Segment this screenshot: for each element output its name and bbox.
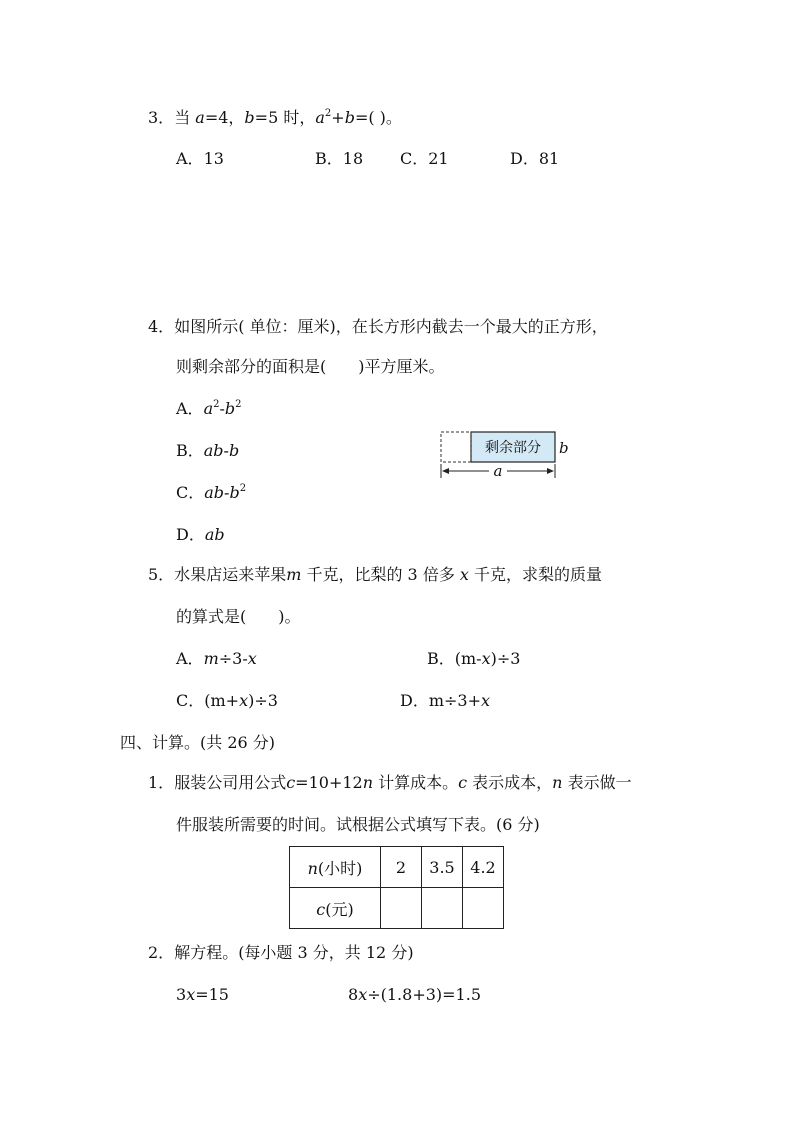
side-label-b: b — [559, 439, 569, 457]
question-3-option-d[interactable]: D．81 — [510, 149, 560, 168]
cost-table — [289, 846, 504, 929]
question-5-option-a[interactable]: A．m÷3-x — [176, 649, 257, 668]
remaining-region-label: 剩余部分 — [485, 440, 541, 456]
question-5-stem-line1: 5．水果店运来苹果m 千克，比梨的 3 倍多 x 千克，求梨的质量 — [148, 565, 603, 584]
question-4-stem-line1: 4．如图所示( 单位：厘米)，在长方形内截去一个最大的正方形， — [148, 317, 608, 336]
answer-cell[interactable] — [463, 888, 504, 929]
question-5-option-b[interactable]: B．(m-x)÷3 — [427, 649, 521, 668]
question-4-option-b[interactable]: B．ab-b — [176, 441, 240, 460]
table-cell: 2 — [381, 847, 422, 888]
question-number: 5． — [148, 565, 175, 584]
equation-1: 3x=15 — [176, 985, 229, 1004]
equation-2: 8x÷(1.8+3)=1.5 — [348, 985, 481, 1004]
bottom-label-a: a — [493, 462, 503, 480]
section-heading: 四、计算。(共 26 分) — [120, 733, 276, 752]
question-3-option-b[interactable]: B．18 — [315, 149, 364, 168]
arrow-left-icon — [442, 468, 449, 474]
answer-cell[interactable] — [381, 888, 422, 929]
question-5-stem-line2: 的算式是( )。 — [176, 607, 301, 626]
calc-question-2-heading: 2．解方程。(每小题 3 分，共 12 分) — [148, 943, 414, 962]
calc-question-1-line1: 1．服装公司用公式c=10+12n 计算成本。c 表示成本，n 表示做一 — [148, 773, 632, 792]
question-number: 3． — [148, 108, 175, 127]
question-number: 4． — [148, 317, 175, 336]
cut-square — [441, 432, 471, 462]
question-3-option-a[interactable]: A．13 — [176, 149, 224, 168]
arrow-right-icon — [547, 468, 554, 474]
table-cell: 3.5 — [422, 847, 463, 888]
question-3-stem: 3．当 a=4，b=5 时，$a^2+b=$( )。 — [148, 108, 402, 127]
question-number: 1． — [148, 773, 175, 792]
question-4-stem-line2: 则剩余部分的面积是( )平方厘米。 — [176, 357, 445, 376]
table-row — [290, 888, 504, 929]
question-5-option-d[interactable]: D．m÷3+x — [400, 691, 491, 710]
table-cell: 4.2 — [463, 847, 504, 888]
question-5-option-c[interactable]: C．(m+x)÷3 — [176, 691, 278, 710]
row-header-cost: c(元) — [290, 888, 381, 929]
question-4-option-c[interactable]: C．$ab-b^2$ — [176, 483, 247, 502]
question-number: 2． — [148, 943, 175, 962]
calc-question-1-line2: 件服装所需要的时间。试根据公式填写下表。(6 分) — [176, 815, 540, 834]
question-4-option-a[interactable]: A．$a^2-b^2$ — [176, 399, 242, 418]
table-row — [290, 847, 504, 888]
answer-cell[interactable] — [422, 888, 463, 929]
question-3-option-c[interactable]: C．21 — [400, 149, 449, 168]
row-header-time: n(小时) — [290, 847, 381, 888]
question-4-option-d[interactable]: D．ab — [176, 525, 225, 544]
rectangle-figure — [439, 430, 575, 480]
